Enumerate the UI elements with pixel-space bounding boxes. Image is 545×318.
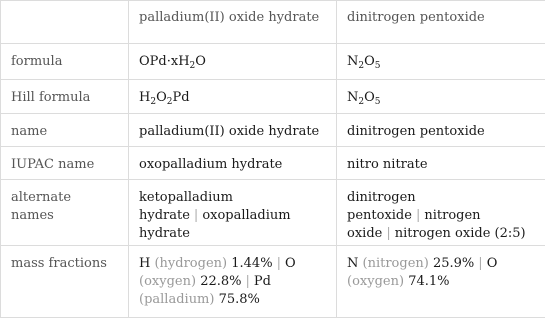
table-row-formula	[1, 44, 545, 80]
table-row-alternate-names	[1, 180, 545, 246]
hill-col2: $N_2O_5$	[337, 80, 545, 114]
table-row-hill-formula	[1, 80, 545, 114]
formula-col2: $N_2O_5$	[337, 44, 545, 80]
header-dinitrogen-pentoxide: dinitrogen pentoxide	[337, 1, 545, 44]
formula-col1: $OPd\cdot xH_2O$	[129, 44, 337, 80]
row-label: alternate names	[1, 180, 129, 246]
table-row-iupac-name	[1, 147, 545, 180]
row-label: IUPAC name	[1, 147, 129, 180]
mass-col1: H (hydrogen) 1.44% | O (oxygen) 22.8% | Pd (palladium) 75.8%	[129, 246, 337, 318]
alternate-col2: dinitrogen pentoxide | nitrogen oxide | nitrogen oxide (2:5)	[337, 180, 545, 246]
header-row	[1, 1, 545, 44]
header-empty-cell	[1, 1, 129, 44]
row-label: name	[1, 114, 129, 147]
iupac-col1: oxopalladium hydrate	[129, 147, 337, 180]
header-palladium-oxide-hydrate: palladium(II) oxide hydrate	[129, 1, 337, 44]
alternate-col1: ketopalladium hydrate | oxopalladium hydrate	[129, 180, 337, 246]
hill-col1: $H_2O_2Pd$	[129, 80, 337, 114]
table-row-name	[1, 114, 545, 147]
table-row-mass-fractions	[1, 246, 545, 318]
row-label: Hill formula	[1, 80, 129, 114]
row-label: mass fractions	[1, 246, 129, 318]
row-label: formula	[1, 44, 129, 80]
iupac-col2: nitro nitrate	[337, 147, 545, 180]
name-col1: palladium(II) oxide hydrate	[129, 114, 337, 147]
mass-col2: N (nitrogen) 25.9% | O (oxygen) 74.1%	[337, 246, 545, 318]
name-col2: dinitrogen pentoxide	[337, 114, 545, 147]
